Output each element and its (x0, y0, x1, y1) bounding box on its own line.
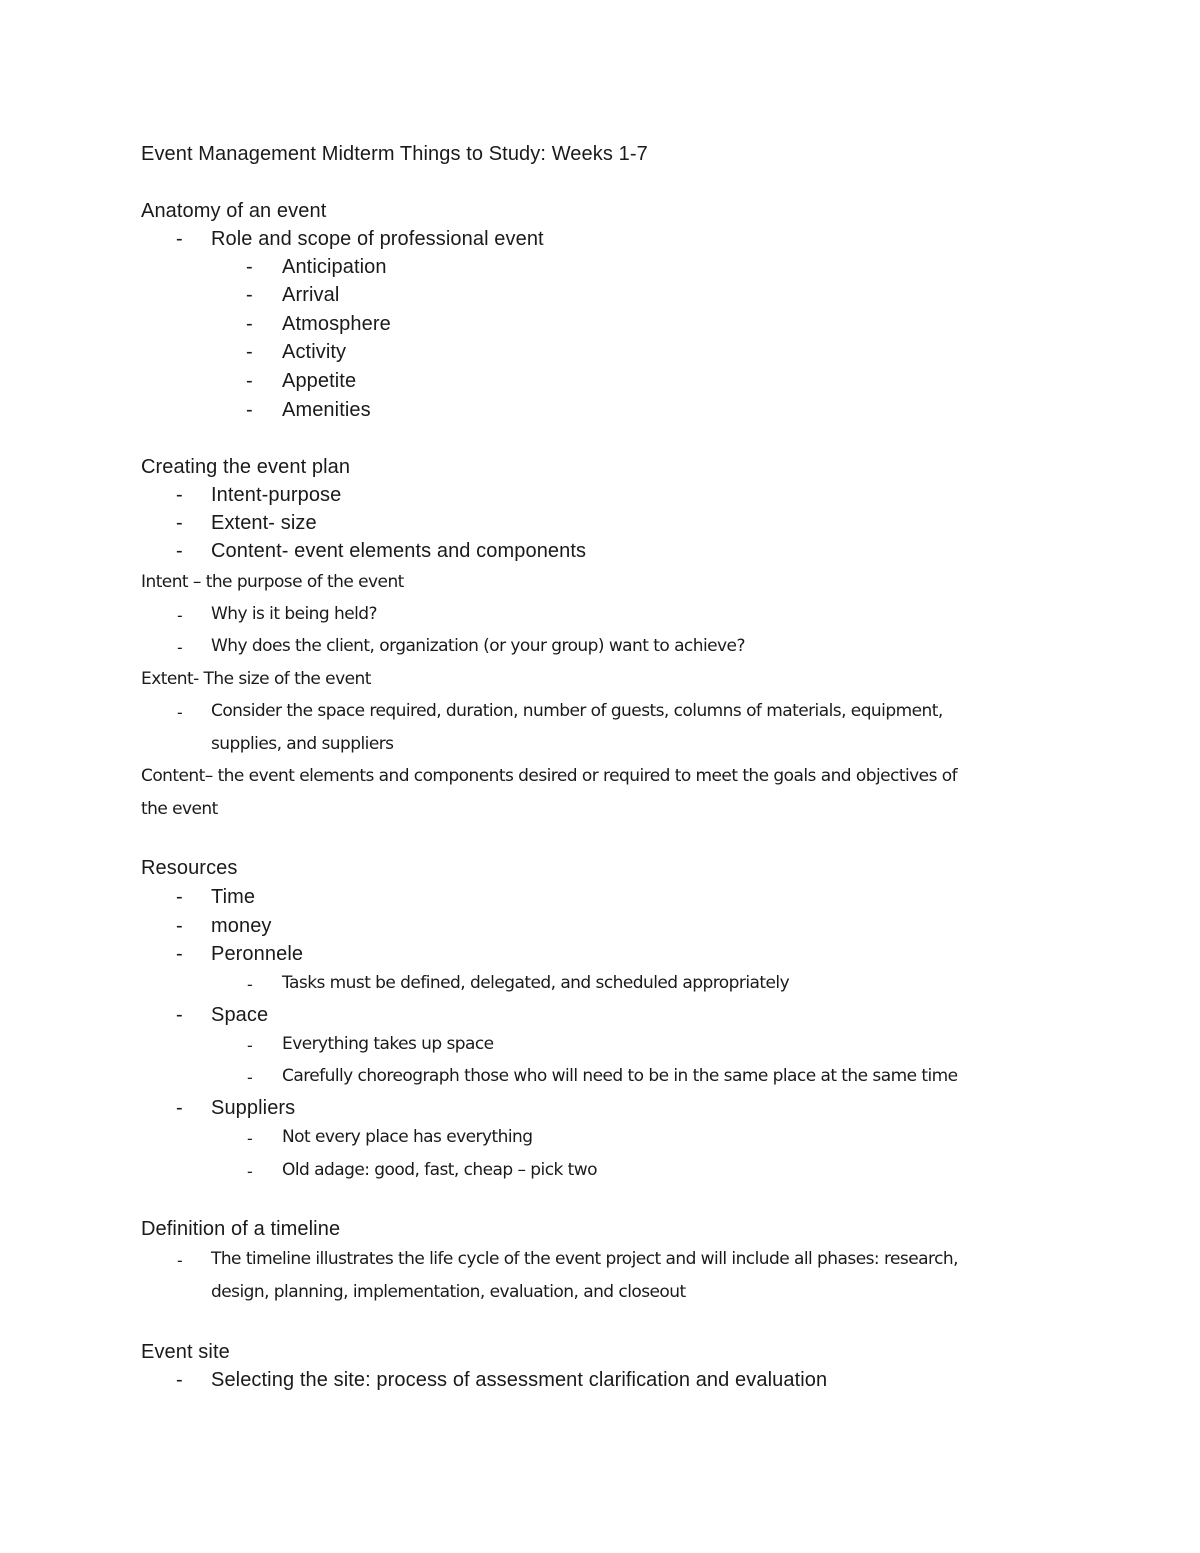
list-item: Suppliers (211, 1097, 296, 1119)
list-item: Consider the space required, duration, number of guests, columns of materials, equipment, (211, 701, 943, 721)
bullet-dash: - (177, 703, 183, 722)
sub-list-item: Carefully choreograph those who will need to be in the same place at the same time (282, 1066, 958, 1086)
bullet-dash: - (176, 943, 183, 965)
list-item: Extent- size (211, 512, 317, 534)
list-item-continued: design, planning, implementation, evaluation, and closeout (211, 1282, 686, 1302)
sub-list-item: Amenities (282, 399, 371, 421)
list-item: Content- event elements and components (211, 540, 587, 562)
intent-line: Intent – the purpose of the event (141, 572, 404, 592)
bullet-dash: - (247, 1129, 253, 1148)
bullet-dash: - (246, 399, 253, 421)
list-item: The timeline illustrates the life cycle of the event project and will include all phases: research, (211, 1249, 958, 1269)
bullet-dash: - (177, 1251, 183, 1270)
sub-list-item: Anticipation (282, 256, 387, 278)
sub-list-item: Arrival (282, 284, 340, 306)
list-item: Selecting the site: process of assessment clarification and evaluation (211, 1369, 828, 1391)
bullet-dash: - (176, 484, 183, 506)
list-item: Space (211, 1004, 269, 1026)
bullet-dash: - (246, 341, 253, 363)
bullet-dash: - (246, 284, 253, 306)
document-title: Event Management Midterm Things to Study: Weeks 1-7 (141, 143, 648, 165)
section-heading-anatomy: Anatomy of an event (141, 200, 327, 222)
list-item: Role and scope of professional event (211, 228, 544, 250)
sub-list-item: Activity (282, 341, 347, 363)
bullet-dash: - (247, 1162, 253, 1181)
section-heading-resources: Resources (141, 857, 238, 879)
bullet-dash: - (176, 886, 183, 908)
list-item: money (211, 915, 272, 937)
section-heading-site: Event site (141, 1341, 230, 1363)
bullet-dash: - (247, 975, 253, 994)
section-heading-timeline: Definition of a timeline (141, 1218, 341, 1240)
bullet-dash: - (176, 915, 183, 937)
bullet-dash: - (247, 1068, 253, 1087)
bullet-dash: - (176, 1004, 183, 1026)
extent-line: Extent- The size of the event (141, 669, 371, 689)
sub-list-item: Everything takes up space (282, 1034, 494, 1054)
bullet-dash: - (246, 256, 253, 278)
list-item: Peronnele (211, 943, 304, 965)
sub-list-item: Not every place has everything (282, 1127, 533, 1147)
bullet-dash: - (176, 1369, 183, 1391)
bullet-dash: - (176, 228, 183, 250)
bullet-dash: - (246, 313, 253, 335)
list-item: Why is it being held? (211, 604, 377, 624)
list-item-continued: supplies, and suppliers (211, 734, 394, 754)
bullet-dash: - (176, 540, 183, 562)
sub-list-item: Old adage: good, fast, cheap – pick two (282, 1160, 597, 1180)
bullet-dash: - (176, 512, 183, 534)
bullet-dash: - (177, 606, 183, 625)
bullet-dash: - (177, 638, 183, 657)
sub-list-item: Appetite (282, 370, 357, 392)
content-line-continued: the event (141, 799, 218, 819)
bullet-dash: - (247, 1036, 253, 1055)
bullet-dash: - (176, 1097, 183, 1119)
sub-list-item: Atmosphere (282, 313, 391, 335)
bullet-dash: - (246, 370, 253, 392)
content-line: Content– the event elements and components desired or required to meet the goals and objectives of (141, 766, 958, 786)
sub-list-item: Tasks must be defined, delegated, and scheduled appropriately (282, 973, 790, 993)
section-heading-plan: Creating the event plan (141, 456, 351, 478)
list-item: Intent-purpose (211, 484, 342, 506)
list-item: Time (211, 886, 256, 908)
list-item: Why does the client, organization (or your group) want to achieve? (211, 636, 745, 656)
